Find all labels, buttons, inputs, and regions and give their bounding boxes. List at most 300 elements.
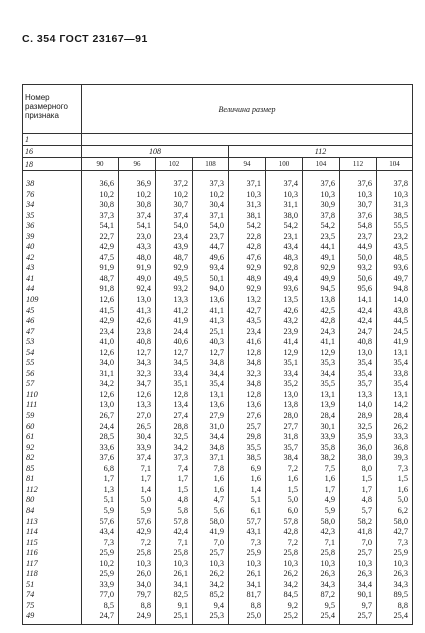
- value-cell: 23,5: [303, 232, 340, 243]
- value-cell: 13,6: [193, 295, 229, 306]
- value-cell: 33,9: [119, 443, 156, 454]
- table-row: [23, 200, 413, 211]
- value-cell: 9,2: [266, 601, 303, 612]
- value-cell: 7,2: [266, 464, 303, 475]
- value-header: Величина размер: [82, 85, 413, 134]
- sub-col: 90: [82, 158, 119, 171]
- value-cell: 42,3: [303, 527, 340, 538]
- row-id: 41: [23, 274, 82, 285]
- table-row: [23, 295, 413, 306]
- value-cell: 8,8: [377, 601, 413, 612]
- value-cell: 24,5: [377, 327, 413, 338]
- value-cell: 25,9: [82, 569, 119, 580]
- value-cell: 35,4: [377, 379, 413, 390]
- table-row: [23, 485, 413, 496]
- row-id: 55: [23, 358, 82, 369]
- value-cell: 37,2: [156, 171, 193, 190]
- value-cell: 47,6: [229, 253, 266, 264]
- table-row: [23, 284, 413, 295]
- value-cell: 5,9: [303, 506, 340, 517]
- value-cell: 34,1: [229, 580, 266, 591]
- value-cell: 12,8: [229, 348, 266, 359]
- value-cell: 95,6: [340, 284, 377, 295]
- value-cell: 37,4: [119, 453, 156, 464]
- value-cell: 34,2: [156, 443, 193, 454]
- value-cell: 7,5: [303, 464, 340, 475]
- value-cell: 41,2: [156, 306, 193, 317]
- value-cell: 48,9: [229, 274, 266, 285]
- value-cell: 24,3: [303, 327, 340, 338]
- row-id: 117: [23, 559, 82, 570]
- value-cell: 93,6: [377, 263, 413, 274]
- value-cell: 39,3: [377, 453, 413, 464]
- value-cell: 34,8: [193, 358, 229, 369]
- value-cell: 7,3: [377, 464, 413, 475]
- value-cell: 41,9: [193, 527, 229, 538]
- value-cell: 57,6: [119, 517, 156, 528]
- value-cell: 26,0: [119, 569, 156, 580]
- value-cell: 35,8: [303, 443, 340, 454]
- value-cell: 34,0: [82, 358, 119, 369]
- value-cell: 26,3: [340, 569, 377, 580]
- value-cell: 10,3: [377, 559, 413, 570]
- value-cell: 42,8: [303, 316, 340, 327]
- value-cell: 10,3: [303, 190, 340, 201]
- table-row: [23, 527, 413, 538]
- value-cell: 13,1: [193, 390, 229, 401]
- row-id: 114: [23, 527, 82, 538]
- value-cell: 44,5: [377, 316, 413, 327]
- value-cell: 38,5: [229, 453, 266, 464]
- value-cell: 25,3: [193, 611, 229, 624]
- value-cell: 37,6: [340, 211, 377, 222]
- value-cell: 41,6: [229, 337, 266, 348]
- value-cell: 26,2: [266, 569, 303, 580]
- value-cell: 13,5: [266, 295, 303, 306]
- value-cell: 25,0: [229, 611, 266, 624]
- value-cell: 92,9: [229, 263, 266, 274]
- table-row: [23, 559, 413, 570]
- table-row: [23, 211, 413, 222]
- value-cell: 26,2: [377, 422, 413, 433]
- value-cell: 35,1: [266, 358, 303, 369]
- value-cell: 37,1: [193, 211, 229, 222]
- group-108: 108: [82, 146, 229, 158]
- value-cell: 38,4: [266, 453, 303, 464]
- value-cell: 13,0: [340, 348, 377, 359]
- row-id: 56: [23, 369, 82, 380]
- value-cell: 34,5: [156, 358, 193, 369]
- header-row-16: 16: [23, 146, 82, 158]
- value-cell: 10,2: [193, 190, 229, 201]
- value-cell: 58,0: [303, 517, 340, 528]
- value-cell: 23,8: [119, 327, 156, 338]
- value-cell: 36,8: [377, 443, 413, 454]
- value-cell: 34,2: [82, 379, 119, 390]
- value-cell: 43,5: [229, 316, 266, 327]
- row-id: 111: [23, 400, 82, 411]
- value-cell: 43,4: [266, 242, 303, 253]
- value-cell: 13,8: [266, 400, 303, 411]
- value-cell: 92,8: [266, 263, 303, 274]
- value-cell: 14,0: [340, 400, 377, 411]
- value-cell: 92,9: [303, 263, 340, 274]
- value-cell: 5,0: [266, 495, 303, 506]
- value-cell: 30,1: [303, 422, 340, 433]
- value-cell: 90,1: [340, 590, 377, 601]
- value-cell: 33,4: [156, 369, 193, 380]
- value-cell: 35,4: [193, 379, 229, 390]
- value-cell: 28,5: [82, 432, 119, 443]
- value-cell: 12,6: [119, 390, 156, 401]
- value-cell: 12,9: [303, 348, 340, 359]
- value-cell: 43,2: [266, 316, 303, 327]
- value-cell: 1,5: [266, 485, 303, 496]
- value-cell: 42,8: [266, 527, 303, 538]
- value-cell: 31,1: [82, 369, 119, 380]
- value-cell: 41,1: [193, 306, 229, 317]
- row-id: 45: [23, 306, 82, 317]
- row-id: 38: [23, 171, 82, 190]
- value-cell: 34,4: [193, 369, 229, 380]
- value-cell: 48,0: [119, 253, 156, 264]
- value-cell: 25,8: [119, 548, 156, 559]
- value-cell: 43,8: [377, 306, 413, 317]
- value-cell: 40,8: [340, 337, 377, 348]
- value-cell: 6,1: [229, 506, 266, 517]
- value-cell: 10,2: [156, 190, 193, 201]
- value-cell: 28,0: [266, 411, 303, 422]
- value-cell: 25,7: [340, 611, 377, 624]
- table-row: [23, 517, 413, 528]
- value-cell: 5,0: [377, 495, 413, 506]
- value-cell: 37,3: [156, 453, 193, 464]
- value-cell: 37,6: [340, 171, 377, 190]
- row-id: 47: [23, 327, 82, 338]
- value-cell: 1,4: [119, 485, 156, 496]
- header-row-1-values: [82, 134, 413, 146]
- table-row: [23, 601, 413, 612]
- value-cell: 7,1: [303, 538, 340, 549]
- value-cell: 5,0: [119, 495, 156, 506]
- table-row: [23, 474, 413, 485]
- value-cell: 13,6: [193, 400, 229, 411]
- value-cell: 10,2: [119, 190, 156, 201]
- value-cell: 34,8: [193, 443, 229, 454]
- table-row: [23, 464, 413, 475]
- table-row: [23, 263, 413, 274]
- value-cell: 13,3: [119, 400, 156, 411]
- value-cell: 25,7: [193, 548, 229, 559]
- row-id: 109: [23, 295, 82, 306]
- value-cell: 10,3: [229, 559, 266, 570]
- value-cell: 49,4: [266, 274, 303, 285]
- value-cell: 5,9: [119, 506, 156, 517]
- table-row: [23, 443, 413, 454]
- row-id: 35: [23, 211, 82, 222]
- value-cell: 13,6: [229, 400, 266, 411]
- value-cell: 79,7: [119, 590, 156, 601]
- value-cell: 34,4: [193, 432, 229, 443]
- value-cell: 25,8: [156, 548, 193, 559]
- value-cell: 1,7: [340, 485, 377, 496]
- table-row: [23, 327, 413, 338]
- value-cell: 42,9: [82, 242, 119, 253]
- value-cell: 42,6: [119, 316, 156, 327]
- value-cell: 34,3: [119, 358, 156, 369]
- value-cell: 81,7: [229, 590, 266, 601]
- value-cell: 41,8: [340, 527, 377, 538]
- value-cell: 7,3: [82, 538, 119, 549]
- value-cell: 25,8: [303, 548, 340, 559]
- value-cell: 42,4: [340, 306, 377, 317]
- value-cell: 30,7: [340, 200, 377, 211]
- table-row: [23, 379, 413, 390]
- value-cell: 30,7: [156, 200, 193, 211]
- value-cell: 35,4: [377, 358, 413, 369]
- value-cell: 9,1: [156, 601, 193, 612]
- value-cell: 91,9: [119, 263, 156, 274]
- value-cell: 27,9: [193, 411, 229, 422]
- value-cell: 37,6: [303, 171, 340, 190]
- row-id: 80: [23, 495, 82, 506]
- value-cell: 34,3: [303, 580, 340, 591]
- value-cell: 12,8: [229, 390, 266, 401]
- value-cell: 1,5: [377, 474, 413, 485]
- value-cell: 37,4: [156, 211, 193, 222]
- value-cell: 37,3: [82, 211, 119, 222]
- value-cell: 43,9: [156, 242, 193, 253]
- value-cell: 54,0: [156, 221, 193, 232]
- value-cell: 27,7: [266, 422, 303, 433]
- value-cell: 28,8: [156, 422, 193, 433]
- value-cell: 12,6: [82, 295, 119, 306]
- value-cell: 92,9: [229, 284, 266, 295]
- value-cell: 42,4: [156, 527, 193, 538]
- value-cell: 93,6: [266, 284, 303, 295]
- value-cell: 41,9: [377, 337, 413, 348]
- value-cell: 13,3: [156, 295, 193, 306]
- value-cell: 94,8: [377, 284, 413, 295]
- value-cell: 49,1: [303, 253, 340, 264]
- sub-col: 96: [119, 158, 156, 171]
- value-cell: 1,6: [266, 474, 303, 485]
- value-cell: 6,9: [229, 464, 266, 475]
- value-cell: 12,8: [156, 390, 193, 401]
- value-cell: 42,8: [229, 242, 266, 253]
- value-cell: 33,8: [377, 369, 413, 380]
- value-cell: 37,3: [193, 171, 229, 190]
- value-cell: 31,3: [377, 200, 413, 211]
- value-cell: 24,7: [340, 327, 377, 338]
- value-cell: 48,5: [377, 253, 413, 264]
- value-cell: 82,5: [156, 590, 193, 601]
- value-cell: 35,3: [303, 358, 340, 369]
- value-cell: 1,4: [229, 485, 266, 496]
- value-cell: 32,5: [340, 422, 377, 433]
- value-cell: 42,7: [377, 527, 413, 538]
- value-cell: 33,9: [82, 580, 119, 591]
- table-row: [23, 242, 413, 253]
- row-id: 85: [23, 464, 82, 475]
- value-cell: 5,8: [156, 506, 193, 517]
- value-cell: 1,6: [303, 474, 340, 485]
- row-id: 112: [23, 485, 82, 496]
- value-cell: 1,6: [377, 485, 413, 496]
- value-cell: 54,0: [193, 221, 229, 232]
- value-cell: 42,9: [119, 527, 156, 538]
- value-cell: 7,4: [156, 464, 193, 475]
- table-row: [23, 453, 413, 464]
- value-cell: 54,8: [340, 221, 377, 232]
- value-cell: 40,6: [156, 337, 193, 348]
- row-id: 53: [23, 337, 82, 348]
- value-cell: 25,1: [193, 327, 229, 338]
- value-cell: 92,9: [156, 263, 193, 274]
- value-cell: 12,6: [82, 348, 119, 359]
- value-cell: 33,4: [266, 369, 303, 380]
- value-cell: 38,5: [377, 211, 413, 222]
- value-cell: 47,5: [82, 253, 119, 264]
- value-cell: 54,1: [82, 221, 119, 232]
- value-cell: 25,4: [303, 611, 340, 624]
- value-cell: 24,7: [82, 611, 119, 624]
- value-cell: 44,9: [340, 242, 377, 253]
- value-cell: 36,0: [340, 443, 377, 454]
- value-cell: 93,2: [340, 263, 377, 274]
- table-row: [23, 337, 413, 348]
- value-cell: 93,4: [193, 263, 229, 274]
- value-cell: 34,8: [229, 358, 266, 369]
- value-cell: 7,2: [119, 538, 156, 549]
- value-cell: 1,6: [229, 474, 266, 485]
- value-cell: 25,7: [340, 548, 377, 559]
- value-cell: 26,1: [229, 569, 266, 580]
- value-cell: 23,1: [266, 232, 303, 243]
- value-cell: 32,5: [156, 432, 193, 443]
- value-cell: 14,1: [340, 295, 377, 306]
- row-id: 43: [23, 263, 82, 274]
- value-cell: 49,9: [303, 274, 340, 285]
- value-cell: 43,3: [119, 242, 156, 253]
- value-cell: 35,4: [340, 358, 377, 369]
- value-cell: 43,5: [377, 242, 413, 253]
- value-cell: 37,1: [229, 171, 266, 190]
- value-cell: 4,7: [193, 495, 229, 506]
- value-cell: 34,0: [119, 580, 156, 591]
- row-id: 42: [23, 253, 82, 264]
- row-id: 82: [23, 453, 82, 464]
- sub-col: 100: [266, 158, 303, 171]
- value-cell: 12,7: [119, 348, 156, 359]
- value-cell: 22,8: [229, 232, 266, 243]
- value-cell: 26,7: [82, 411, 119, 422]
- value-cell: 37,8: [377, 171, 413, 190]
- table-row: [23, 358, 413, 369]
- value-cell: 10,3: [266, 190, 303, 201]
- row-id: 49: [23, 611, 82, 624]
- value-cell: 25,2: [266, 611, 303, 624]
- value-cell: 13,8: [303, 295, 340, 306]
- value-cell: 37,4: [119, 211, 156, 222]
- value-cell: 5,6: [193, 506, 229, 517]
- sub-col: 104: [377, 158, 413, 171]
- table-row: [23, 348, 413, 359]
- row-id: 39: [23, 232, 82, 243]
- value-cell: 23,2: [377, 232, 413, 243]
- value-cell: 10,3: [193, 559, 229, 570]
- row-id: 57: [23, 379, 82, 390]
- table-row: [23, 221, 413, 232]
- row-id: 75: [23, 601, 82, 612]
- value-cell: 49,7: [377, 274, 413, 285]
- value-cell: 91,8: [82, 284, 119, 295]
- value-cell: 1,6: [193, 485, 229, 496]
- value-cell: 38,0: [266, 211, 303, 222]
- value-cell: 10,2: [82, 559, 119, 570]
- value-cell: 31,0: [193, 422, 229, 433]
- value-cell: 1,7: [303, 485, 340, 496]
- row-id: 110: [23, 390, 82, 401]
- row-header-line-1: Номер: [25, 93, 50, 102]
- value-cell: 42,9: [82, 316, 119, 327]
- value-cell: 48,7: [82, 274, 119, 285]
- value-cell: 54,2: [266, 221, 303, 232]
- value-cell: 41,4: [266, 337, 303, 348]
- value-cell: 33,6: [82, 443, 119, 454]
- value-cell: 41,3: [119, 306, 156, 317]
- value-cell: 13,1: [303, 390, 340, 401]
- value-cell: 42,7: [229, 306, 266, 317]
- value-cell: 28,4: [377, 411, 413, 422]
- value-cell: 7,3: [377, 538, 413, 549]
- value-cell: 14,2: [377, 400, 413, 411]
- table-row: [23, 306, 413, 317]
- value-cell: 34,8: [229, 379, 266, 390]
- row-id: 74: [23, 590, 82, 601]
- value-cell: 25,4: [377, 611, 413, 624]
- value-cell: 1,3: [82, 485, 119, 496]
- table-body: [23, 171, 413, 625]
- value-cell: 43,1: [229, 527, 266, 538]
- value-cell: 42,6: [266, 306, 303, 317]
- value-cell: 85,2: [193, 590, 229, 601]
- row-id: 36: [23, 221, 82, 232]
- table-row: [23, 411, 413, 422]
- header-row-1: 1: [23, 134, 82, 146]
- value-cell: 13,3: [340, 390, 377, 401]
- value-cell: 23,4: [156, 232, 193, 243]
- value-cell: 5,1: [229, 495, 266, 506]
- row-id: 118: [23, 569, 82, 580]
- row-id: 44: [23, 284, 82, 295]
- value-cell: 54,1: [119, 221, 156, 232]
- value-cell: 34,4: [303, 369, 340, 380]
- table-row: [23, 390, 413, 401]
- value-cell: 33,3: [377, 432, 413, 443]
- value-cell: 12,6: [82, 390, 119, 401]
- value-cell: 13,1: [377, 390, 413, 401]
- value-cell: 8,5: [82, 601, 119, 612]
- row-id: 84: [23, 506, 82, 517]
- value-cell: 12,7: [193, 348, 229, 359]
- row-id: 61: [23, 432, 82, 443]
- value-cell: 49,6: [193, 253, 229, 264]
- value-cell: 12,9: [266, 348, 303, 359]
- value-cell: 35,5: [229, 443, 266, 454]
- value-cell: 34,3: [377, 580, 413, 591]
- value-cell: 50,6: [340, 274, 377, 285]
